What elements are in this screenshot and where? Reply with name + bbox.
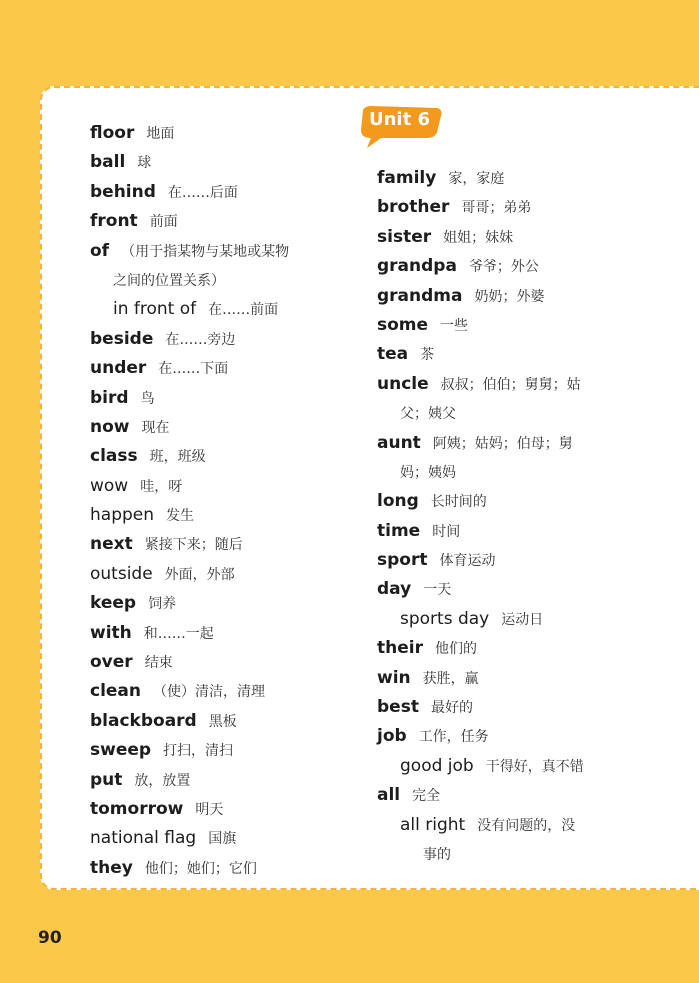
vocab-meaning: 体育运动 — [439, 553, 496, 570]
vocab-word: all right — [400, 814, 466, 835]
vocab-meaning: 鸟 — [140, 390, 155, 407]
vocab-meaning: 他们；她们；它们 — [144, 860, 257, 877]
vocab-entry — [90, 706, 340, 735]
vocab-meaning: 黑板 — [208, 713, 237, 730]
page-number: 90 — [38, 928, 62, 948]
vocab-word: some — [377, 314, 429, 335]
vocab-word: family — [377, 168, 437, 188]
vocab-meaning: 没有问题的，没 — [477, 817, 576, 834]
vocab-meaning: 明天 — [195, 801, 224, 818]
vocab-meaning: 获胜，赢 — [422, 670, 479, 687]
vocab-word: floor — [90, 123, 135, 143]
vocab-meaning: 一些 — [440, 317, 469, 334]
vocab-entry — [377, 574, 627, 603]
vocab-entry — [90, 471, 340, 500]
vocab-word: happen — [90, 505, 155, 526]
vocab-entry — [90, 765, 340, 794]
vocab-meaning: 茶 — [420, 347, 435, 364]
vocab-meaning: （使）清洁，清理 — [153, 684, 266, 701]
vocab-entry — [90, 647, 340, 676]
vocab-meaning: 完全 — [412, 788, 441, 805]
vocab-entry — [377, 663, 627, 692]
vocab-word: outside — [90, 563, 153, 584]
vocab-entry — [377, 251, 627, 280]
vocab-entry — [90, 324, 340, 353]
vocab-entry — [377, 810, 627, 839]
vocab-entry — [90, 588, 340, 617]
vocab-entry — [377, 192, 627, 221]
vocab-word: ball — [90, 152, 126, 173]
vocab-word: tomorrow — [90, 798, 184, 819]
vocab-entry — [90, 147, 340, 176]
vocab-meaning: 哇，呀 — [140, 478, 183, 495]
unit-label: Unit 6 — [369, 109, 430, 130]
vocab-meaning: 家，家庭 — [448, 171, 505, 187]
vocab-meaning: 饲养 — [148, 596, 177, 613]
word-list-left — [90, 118, 340, 882]
unit-badge — [357, 104, 443, 148]
vocab-word: sweep — [90, 740, 152, 761]
vocab-meaning: 和……一起 — [143, 625, 214, 642]
vocab-entry — [377, 428, 627, 457]
vocab-entry — [90, 177, 340, 206]
vocab-word: all — [377, 785, 401, 806]
vocab-meaning: 在……后面 — [167, 184, 238, 201]
vocab-meaning: 放，放置 — [134, 772, 191, 789]
vocab-entry — [90, 559, 340, 588]
vocab-entry — [90, 383, 340, 412]
vocab-word: aunt — [377, 432, 421, 453]
vocab-word: of — [90, 240, 110, 261]
vocab-word: put — [90, 769, 123, 790]
vocab-entry — [377, 721, 627, 750]
word-list-right — [377, 163, 627, 868]
vocab-meaning: 在……前面 — [208, 302, 279, 319]
vocab-meaning: 国旗 — [208, 831, 237, 848]
vocab-entry — [90, 353, 340, 382]
vocab-meaning: 运动日 — [501, 611, 544, 628]
vocab-meaning: 现在 — [141, 419, 170, 436]
vocab-meaning: 叔叔；伯伯；舅舅；姑 — [440, 376, 581, 393]
vocab-meaning: 在……旁边 — [165, 331, 236, 348]
vocab-word: win — [377, 667, 411, 688]
vocab-word: long — [377, 491, 419, 512]
vocab-entry — [90, 853, 340, 882]
vocab-word: sister — [377, 226, 432, 247]
vocab-entry — [377, 369, 627, 398]
vocab-word: sport — [377, 550, 428, 571]
vocab-word: under — [90, 358, 147, 379]
vocab-meaning: 他们的 — [434, 641, 477, 658]
vocab-entry — [377, 486, 627, 515]
vocab-word: over — [90, 652, 133, 673]
vocab-word: with — [90, 622, 132, 643]
vocab-entry — [377, 222, 627, 251]
vocab-word: job — [377, 726, 407, 747]
vocab-meaning: 姐姐；妹妹 — [443, 229, 514, 246]
vocab-meaning-continued: 父；姨父 — [400, 406, 456, 423]
vocab-word: time — [377, 520, 421, 541]
vocab-word: in front of — [113, 299, 197, 320]
vocab-word: now — [90, 416, 130, 437]
vocab-meaning: 球 — [137, 155, 152, 172]
vocab-meaning-continued: 事的 — [423, 846, 451, 863]
vocab-entry — [377, 633, 627, 662]
vocab-meaning: 外面，外部 — [164, 566, 235, 583]
vocab-entry — [90, 206, 340, 235]
vocab-meaning: 打扫，清扫 — [163, 743, 234, 760]
vocab-entry — [90, 236, 340, 265]
vocab-meaning: 发生 — [166, 508, 195, 525]
vocab-entry — [377, 780, 627, 809]
vocab-entry — [377, 516, 627, 545]
vocab-entry — [90, 529, 340, 558]
vocab-entry — [90, 294, 340, 323]
vocab-entry — [90, 823, 340, 852]
vocab-meaning: 时间 — [432, 523, 461, 540]
vocab-word: bird — [90, 387, 129, 408]
vocab-entry — [90, 441, 340, 470]
vocab-meaning: 紧接下来；随后 — [144, 537, 243, 554]
vocab-entry — [377, 163, 627, 192]
vocab-entry — [90, 676, 340, 705]
vocab-meaning: 长时间的 — [430, 494, 487, 511]
vocab-meaning: 爷爷；外公 — [468, 259, 539, 276]
vocab-word: keep — [90, 593, 137, 614]
vocab-meaning: 地面 — [146, 126, 175, 142]
vocab-entry — [90, 735, 340, 764]
vocab-meaning-continued: 之间的位置关系） — [113, 272, 225, 289]
vocab-entry-continued — [377, 839, 627, 868]
vocab-word: grandpa — [377, 256, 457, 277]
vocab-entry — [377, 545, 627, 574]
vocab-word: brother — [377, 197, 450, 218]
vocab-meaning: 哥哥；弟弟 — [461, 200, 532, 217]
vocab-word: day — [377, 579, 412, 600]
vocab-word: clean — [90, 681, 142, 702]
vocab-meaning: 奶奶；外婆 — [474, 288, 545, 305]
vocab-word: they — [90, 857, 133, 878]
vocab-entry-continued — [377, 457, 627, 486]
vocab-meaning: 干得好，真不错 — [485, 758, 584, 775]
vocab-entry — [377, 310, 627, 339]
vocab-entry — [90, 412, 340, 441]
vocab-word: grandma — [377, 285, 463, 306]
vocab-entry — [377, 751, 627, 780]
vocab-meaning: 班，班级 — [149, 449, 206, 466]
vocab-word: tea — [377, 344, 409, 365]
vocab-meaning-continued: 妈；姨妈 — [400, 464, 456, 481]
vocab-entry — [90, 118, 340, 147]
vocab-entry — [90, 794, 340, 823]
vocab-word: front — [90, 211, 138, 232]
vocab-meaning: 阿姨；姑妈；伯母；舅 — [432, 435, 573, 452]
vocab-meaning: 工作，任务 — [418, 729, 489, 746]
vocab-word: beside — [90, 328, 154, 349]
vocab-entry — [90, 618, 340, 647]
vocab-meaning: 最好的 — [430, 700, 473, 717]
vocab-word: uncle — [377, 373, 429, 394]
vocab-word: sports day — [400, 608, 490, 629]
vocab-entry — [377, 281, 627, 310]
vocab-word: national flag — [90, 828, 197, 849]
vocab-entry — [377, 604, 627, 633]
vocab-word: behind — [90, 181, 156, 202]
vocab-word: their — [377, 638, 423, 659]
vocab-word: best — [377, 697, 419, 718]
vocab-meaning: 结束 — [144, 655, 173, 672]
vocab-meaning: 一天 — [423, 582, 452, 599]
vocab-entry — [377, 339, 627, 368]
vocab-word: blackboard — [90, 710, 197, 731]
vocab-word: wow — [90, 475, 129, 496]
vocab-word: class — [90, 446, 138, 467]
vocab-word: good job — [400, 755, 474, 776]
vocab-meaning: 在……下面 — [158, 361, 229, 378]
vocab-entry — [90, 500, 340, 529]
vocab-entry-continued — [377, 398, 627, 427]
vocab-meaning: （用于指某物与某地或某物 — [121, 243, 290, 260]
vocab-meaning: 前面 — [149, 214, 178, 231]
vocab-entry-continued — [90, 265, 340, 294]
vocab-entry — [377, 692, 627, 721]
vocab-word: next — [90, 534, 133, 555]
